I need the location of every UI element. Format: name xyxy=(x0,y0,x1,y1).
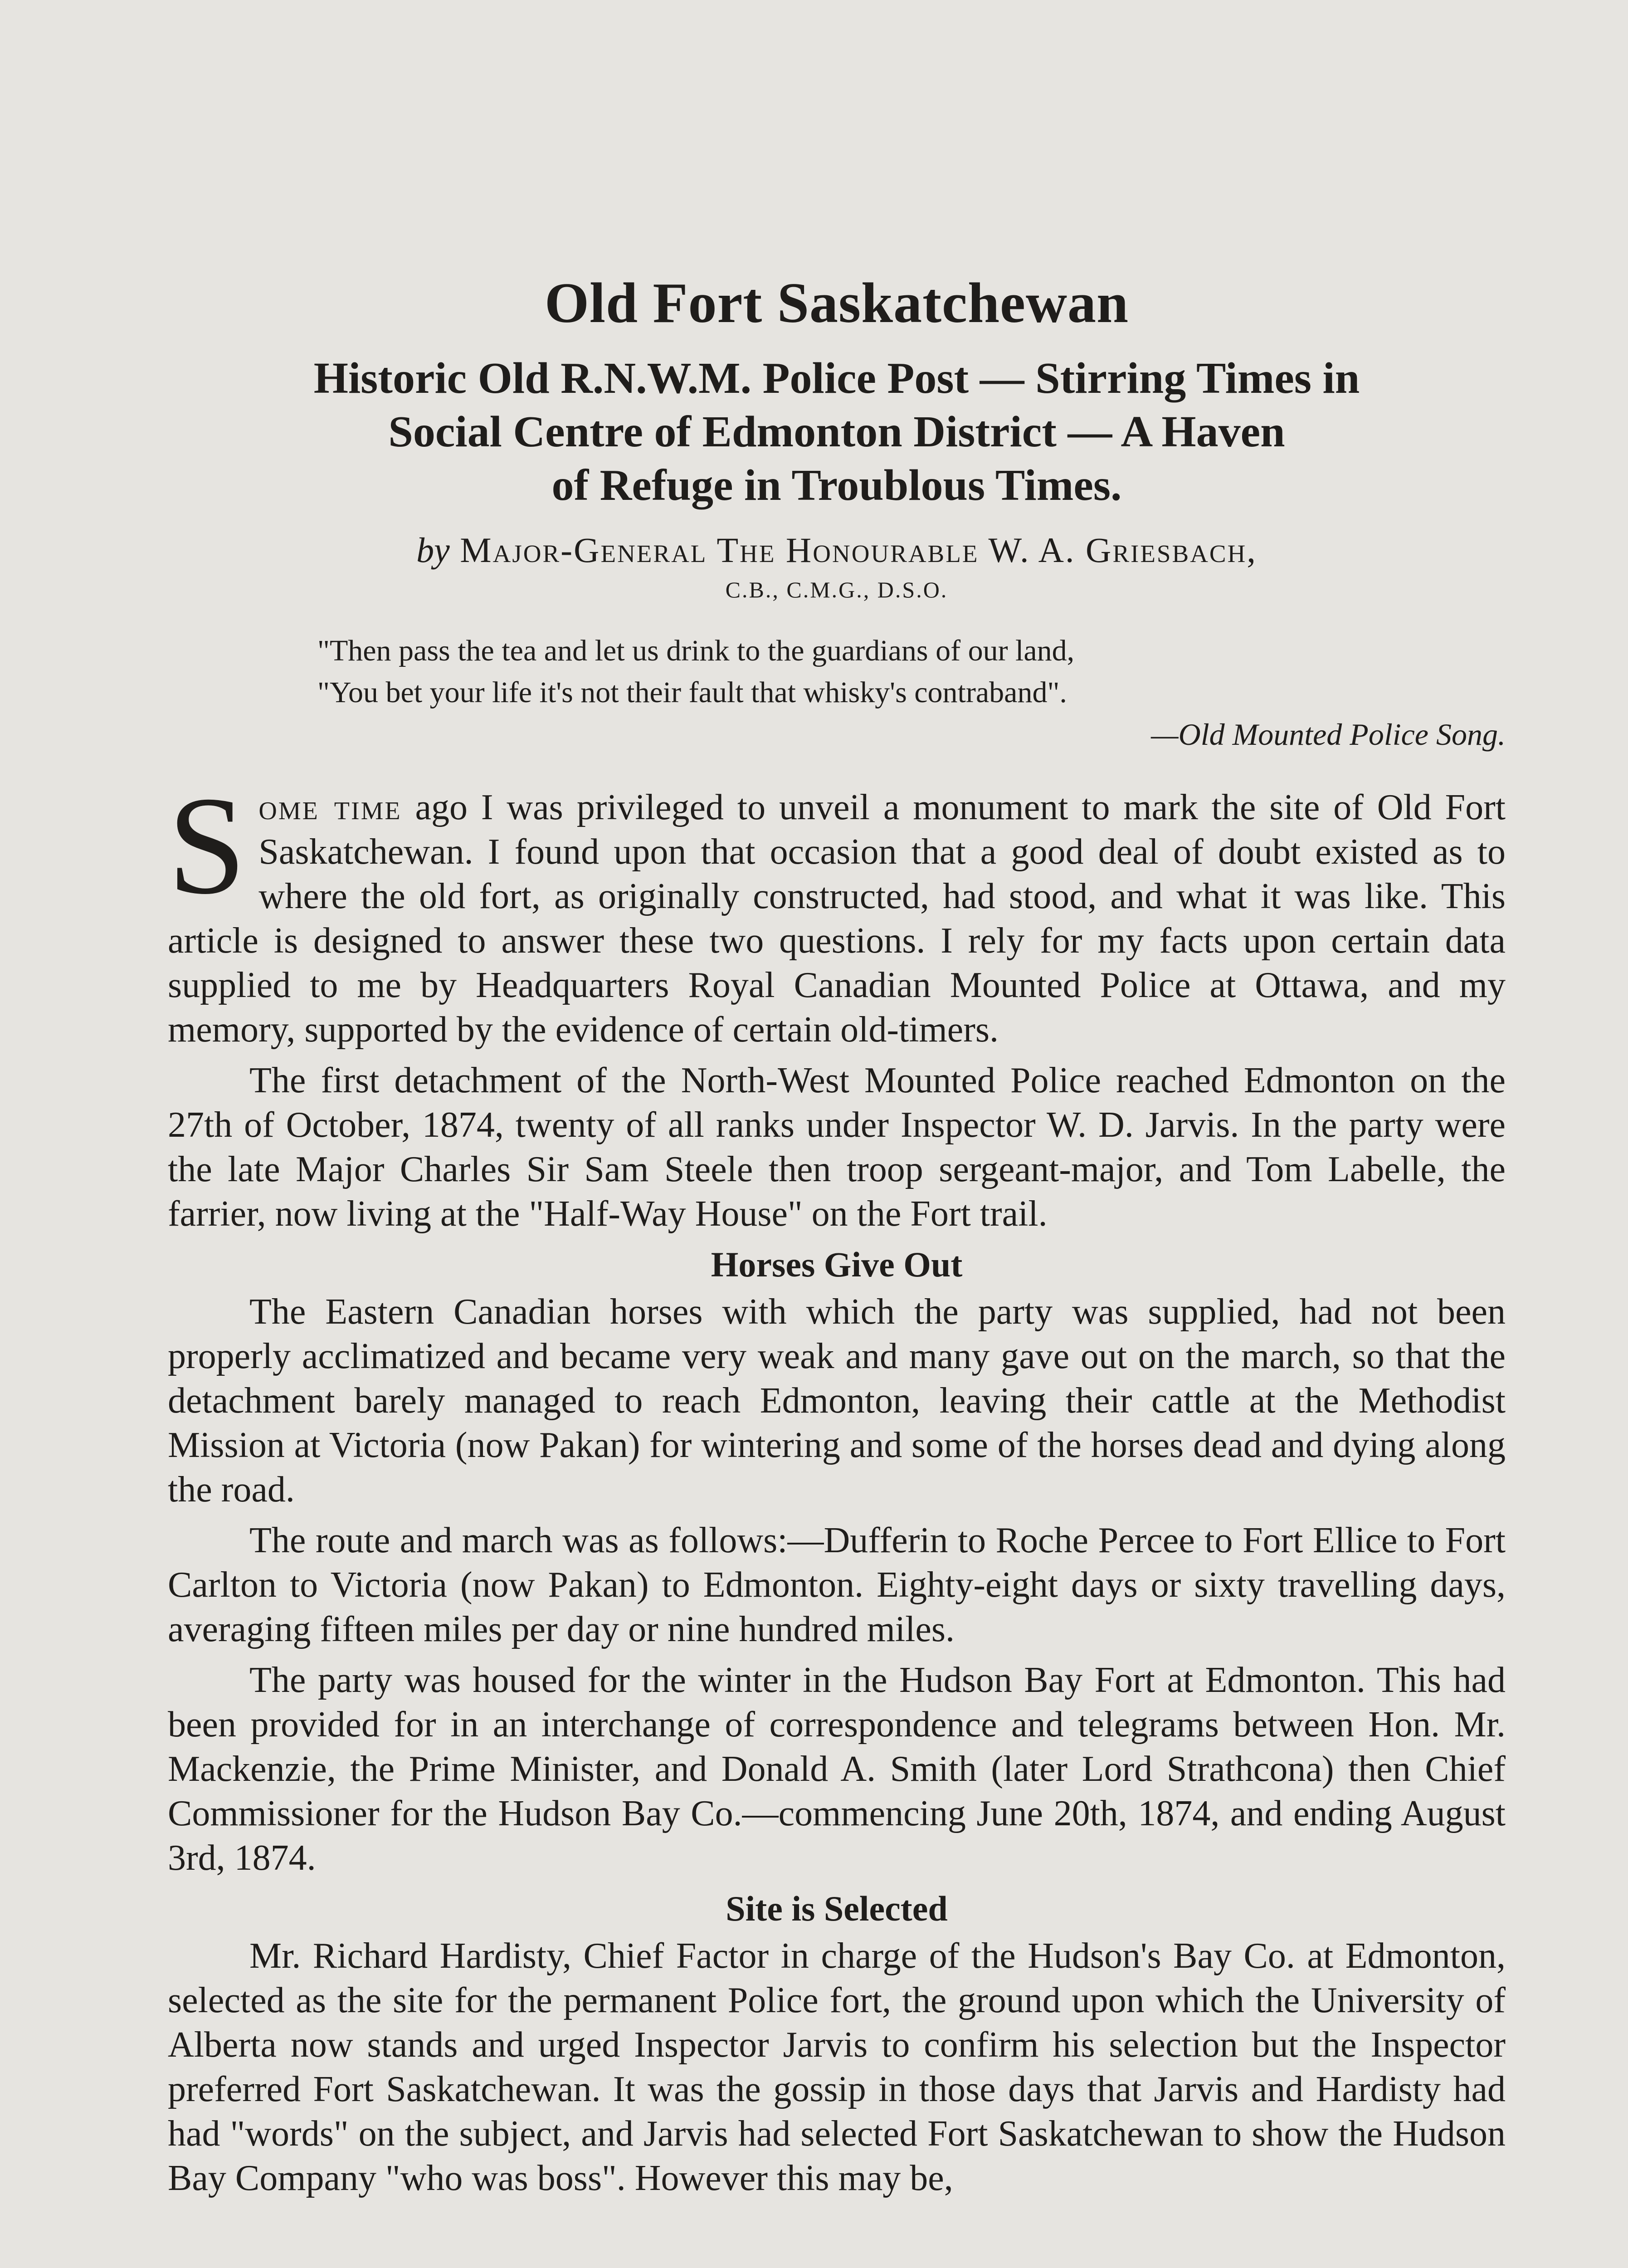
body-paragraph: The party was housed for the winter in the Hudson Bay Fort at Edmonton. This had been provided for in an interchange of correspondence and telegrams between Hon. Mr. Mackenzie, the Prime Minister, and Donald A. Smith (later Lord Strathcona) then Chief Commissioner for the Hudson Bay Co.—commencing June 20th, 1874, and ending August 3rd, 1874. xyxy=(168,1660,1506,1878)
subtitle-line: of Refuge in Troublous Times. xyxy=(551,460,1122,510)
section-heading: Site is Selected xyxy=(726,1888,948,1928)
verse-line: "You bet your life it's not their fault that whisky's contraband". xyxy=(317,675,1067,709)
paragraph-text: ago I was privileged to unveil a monument to mark the site of Old Fort Saskatchewan. I found upon that occasion that a good deal of doubt existed as to where the old fort, as originally constructed, had stood, and what it was like. This article is designed to answer these two questions. I rely for my facts upon certain data supplied to me by Headquarters Royal Canadian Mounted Police at Ottawa, and my memory, supported by the evidence of certain old-timers. xyxy=(168,787,1506,1050)
body-paragraph: Mr. Richard Hardisty, Chief Factor in charge of the Hudson's Bay Co. at Edmonton, selected as the site for the permanent Police fort, the ground upon which the University of Alberta now stands and urged Inspector Jarvis to confirm his selection but the Inspector preferred Fort Saskatchewan. It was the gossip in those days that Jarvis and Hardisty had had "words" on the subject, and Jarvis had selected Fort Saskatchewan to show the Hudson Bay Company "who was boss". However this may be, xyxy=(168,1936,1506,2198)
body-paragraph xyxy=(168,767,1506,1052)
author-honors: C.B., C.M.G., D.S.O. xyxy=(725,577,948,602)
article xyxy=(168,272,1506,2207)
drop-cap: S xyxy=(168,767,246,924)
article-title: Old Fort Saskatchewan xyxy=(544,272,1129,335)
body-paragraph: The first detachment of the North-West Mounted Police reached Edmonton on the 27th of October, 1874, twenty of all ranks under Inspector W. D. Jarvis. In the party were the late Major Charles Sir Sam Steele then troop sergeant-major, and Tom Labelle, the farrier, now living at the "Half-Way House" on the Fort trail. xyxy=(168,1060,1506,1234)
byline xyxy=(168,528,1506,572)
byline-author: Major-General The Honourable W. A. Griesbach, xyxy=(460,530,1257,570)
epigraph xyxy=(168,630,1506,755)
byline-prefix: by xyxy=(416,530,450,570)
verse-source: —Old Mounted Police Song. xyxy=(1151,717,1506,752)
article-subtitle xyxy=(168,352,1506,512)
section-heading: Horses Give Out xyxy=(711,1244,963,1284)
subtitle-line: Historic Old R.N.W.M. Police Post — Stirring Times in xyxy=(313,353,1360,403)
body-paragraph: The Eastern Canadian horses with which the party was supplied, had not been properly acclimatized and became very weak and many gave out on the march, so that the detachment barely managed to reach Edmonton, leaving their cattle at the Methodist Mission at Victoria (now Pakan) for wintering and some of the horses dead and dying along the road. xyxy=(168,1291,1506,1510)
verse-line: "Then pass the tea and let us drink to the guardians of our land, xyxy=(317,634,1075,667)
body-paragraph: The route and march was as follows:—Dufferin to Roche Percee to Fort Ellice to Fort Carlton to Victoria (now Pakan) to Edmonton. Eighty-eight days or sixty travelling days, averaging fifteen miles per day or nine hundred miles. xyxy=(168,1520,1506,1649)
lead-in: ome time xyxy=(258,787,402,827)
subtitle-line: Social Centre of Edmonton District — A Haven xyxy=(388,407,1285,456)
